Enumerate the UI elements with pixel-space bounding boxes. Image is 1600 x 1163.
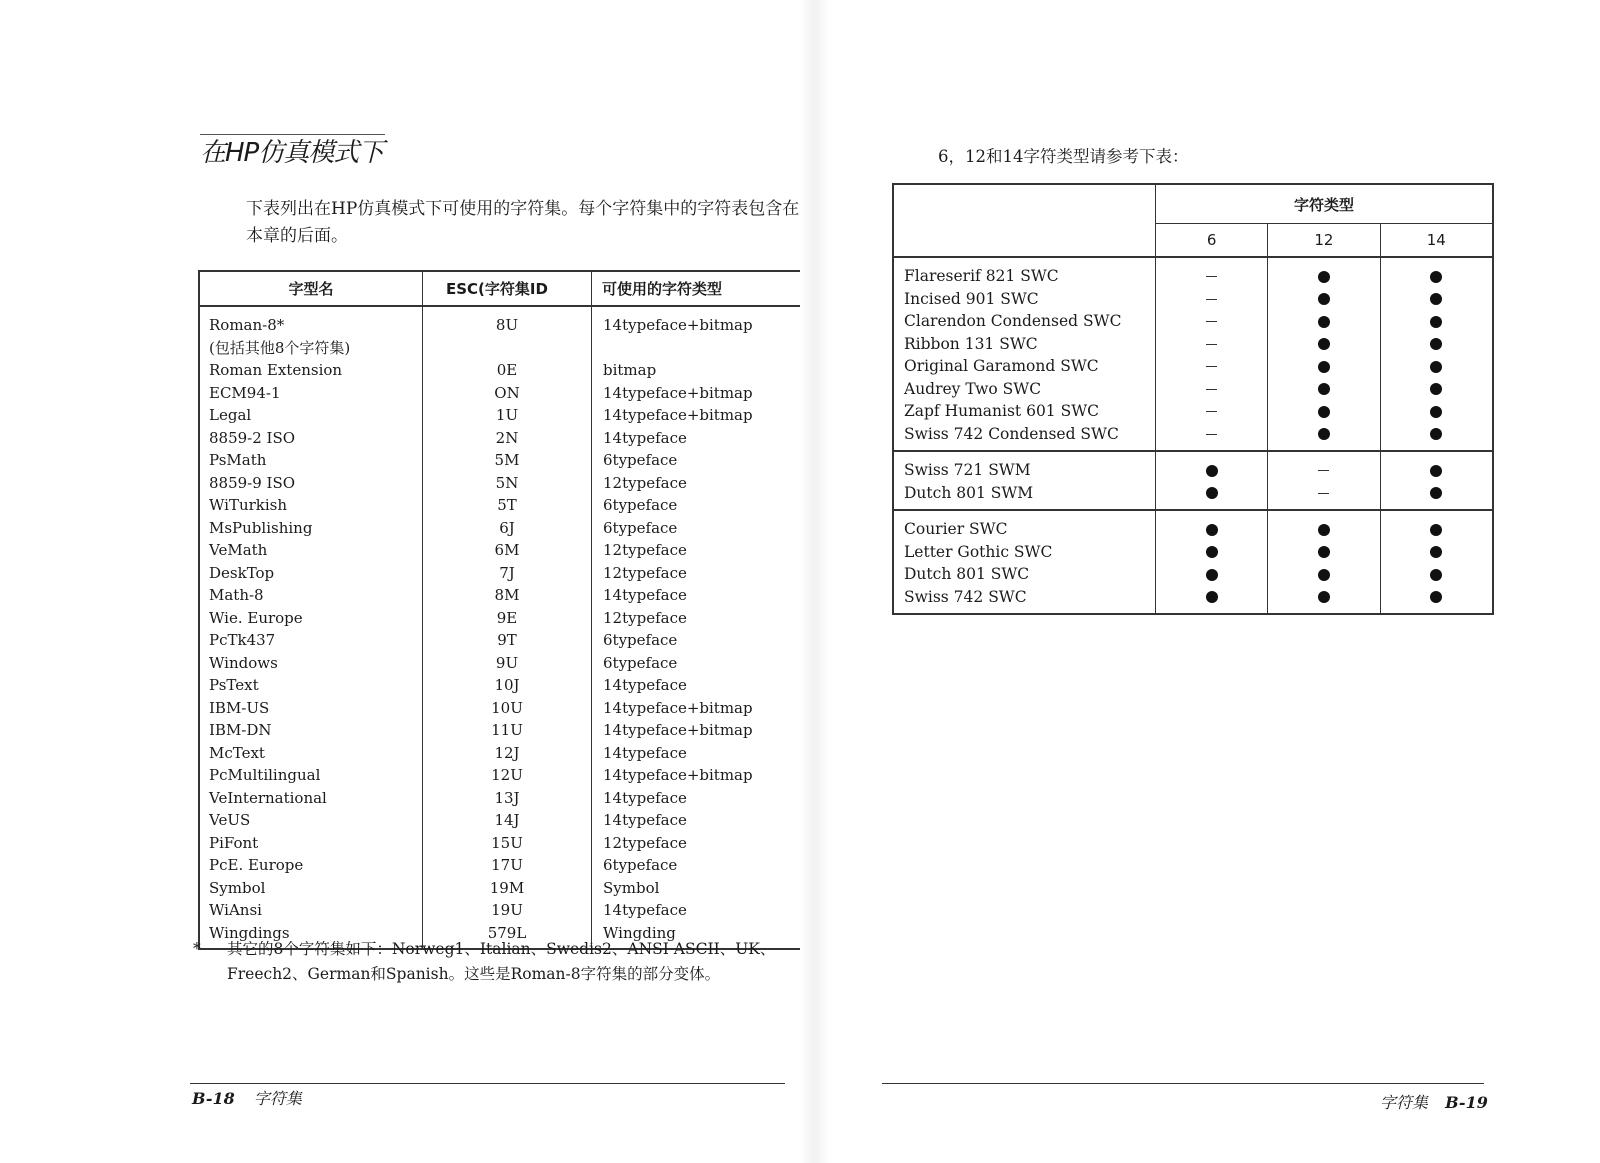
size-availability-cell: [1156, 310, 1268, 333]
footnote-text: 其它的8个字符集如下：Norweg1、Italian、Swedis2、ANSI ASCII、UK、Freech2、German和Spanish。这些是Roman-8字符集的部分变体。: [227, 940, 776, 983]
unavailable-dash-icon: [1206, 321, 1217, 322]
size-availability-cell: [1380, 541, 1493, 564]
symbol-set-id-cell: 10U: [423, 697, 592, 720]
symbol-set-id-cell: 12U: [423, 764, 592, 787]
unavailable-dash-icon: [1206, 411, 1217, 412]
typeface-size-table: [892, 183, 1494, 615]
available-type-cell: 14typeface+bitmap: [592, 764, 810, 787]
table-row: [893, 563, 1493, 586]
size-availability-cell: [1156, 586, 1268, 615]
available-type-cell: 6typeface: [592, 517, 810, 540]
unavailable-dash-icon: [1206, 366, 1217, 367]
table-row: [199, 472, 809, 495]
available-dot-icon: [1318, 524, 1330, 536]
available-type-cell: 12typeface: [592, 539, 810, 562]
available-dot-icon: [1430, 271, 1442, 283]
available-dot-icon: [1318, 406, 1330, 418]
typeface-name-cell: Roman-8*: [199, 306, 423, 337]
available-type-cell: 6typeface: [592, 854, 810, 877]
unavailable-dash-icon: [1206, 344, 1217, 345]
size-availability-cell: [1268, 400, 1380, 423]
header-size-14: 14: [1380, 224, 1493, 258]
size-availability-cell: [1268, 310, 1380, 333]
running-head: 字符集: [1380, 1093, 1429, 1112]
typeface-name-cell: PsMath: [199, 449, 423, 472]
typeface-name-cell: Roman Extension: [199, 359, 423, 382]
available-type-cell: 6typeface: [592, 494, 810, 517]
table-reference-note: 6，12和14字符类型请参考下表：: [938, 147, 1189, 166]
symbol-set-id-cell: 19M: [423, 877, 592, 900]
typeface-name-cell: Legal: [199, 404, 423, 427]
table-row: [199, 652, 809, 675]
available-type-cell: 12typeface: [592, 607, 810, 630]
typeface-name-cell: 8859-9 ISO: [199, 472, 423, 495]
size-availability-cell: [1156, 510, 1268, 541]
size-availability-cell: [1268, 378, 1380, 401]
size-availability-cell: [1380, 451, 1493, 482]
size-availability-cell: [1156, 400, 1268, 423]
unavailable-dash-icon: [1206, 434, 1217, 435]
typeface-name-cell: Wingdings: [199, 922, 423, 950]
table-row: [199, 494, 809, 517]
size-availability-cell: [1156, 355, 1268, 378]
available-dot-icon: [1318, 546, 1330, 558]
table-row: [893, 257, 1493, 288]
size-availability-cell: [1156, 541, 1268, 564]
typeface-name-cell: PcE. Europe: [199, 854, 423, 877]
table-row: [199, 899, 809, 922]
size-availability-cell: [1380, 586, 1493, 615]
font-name-cell: Zapf Humanist 601 SWC: [904, 402, 1100, 421]
table-row: [893, 482, 1493, 511]
header-available-types: 可使用的字符类型: [592, 271, 810, 306]
font-name-cell: Incised 901 SWC: [904, 289, 1039, 308]
typeface-name-cell: Windows: [199, 652, 423, 675]
size-availability-cell: [1380, 288, 1493, 311]
table-body: [893, 257, 1493, 614]
table-row: [893, 310, 1493, 333]
available-type-cell: 14typeface+bitmap: [592, 404, 810, 427]
intro-paragraph: 下表列出在HP仿真模式下可使用的字符集。每个字符集中的字符表包含在本章的后面。: [246, 199, 800, 246]
available-dot-icon: [1430, 383, 1442, 395]
size-availability-cell: [1268, 423, 1380, 452]
footnote: [193, 937, 803, 987]
available-dot-icon: [1318, 338, 1330, 350]
available-dot-icon: [1318, 316, 1330, 328]
footer-rule: [190, 1083, 785, 1084]
font-name-cell: Letter Gothic SWC: [904, 542, 1053, 561]
available-dot-icon: [1318, 361, 1330, 373]
symbol-set-id-cell: 13J: [423, 787, 592, 810]
size-availability-cell: [1156, 451, 1268, 482]
symbol-set-id-cell: 8M: [423, 584, 592, 607]
unavailable-dash-icon: [1206, 276, 1217, 277]
symbol-set-id-cell: 5M: [423, 449, 592, 472]
available-type-cell: 14typeface+bitmap: [592, 719, 810, 742]
right-page: [810, 0, 1600, 1163]
available-dot-icon: [1430, 524, 1442, 536]
font-name-cell: Swiss 742 Condensed SWC: [893, 423, 1156, 452]
table-row: [199, 404, 809, 427]
typeface-name-cell: IBM-DN: [199, 719, 423, 742]
font-name-cell: Audrey Two SWC: [904, 379, 1042, 398]
table-row: [199, 674, 809, 697]
available-type-cell: 12typeface: [592, 562, 810, 585]
symbol-set-id-cell: 11U: [423, 719, 592, 742]
size-availability-cell: [1380, 310, 1493, 333]
table-row: [199, 719, 809, 742]
size-availability-cell: [1380, 400, 1493, 423]
available-type-cell: 12typeface: [592, 472, 810, 495]
symbol-set-id-cell: 6M: [423, 539, 592, 562]
typeface-name-cell: WiTurkish: [199, 494, 423, 517]
size-availability-cell: [1156, 333, 1268, 356]
size-availability-cell: [1268, 333, 1380, 356]
size-availability-cell: [1268, 451, 1380, 482]
available-dot-icon: [1206, 524, 1218, 536]
available-type-cell: 6typeface: [592, 449, 810, 472]
table-row: [893, 288, 1493, 311]
size-availability-cell: [1268, 510, 1380, 541]
available-dot-icon: [1430, 316, 1442, 328]
size-availability-cell: [1380, 333, 1493, 356]
size-availability-cell: [1380, 482, 1493, 511]
header-symbol-set-id: ESC(字符集ID: [423, 271, 592, 306]
size-availability-cell: [1380, 510, 1493, 541]
available-dot-icon: [1318, 383, 1330, 395]
symbol-set-id-cell: 9U: [423, 652, 592, 675]
table-row: [199, 877, 809, 900]
table-row: [893, 423, 1493, 452]
table-row: [893, 510, 1493, 541]
typeface-name-cell: DeskTop: [199, 562, 423, 585]
table-row: [199, 809, 809, 832]
size-availability-cell: [1380, 423, 1493, 452]
available-type-cell: 14typeface+bitmap: [592, 382, 810, 405]
size-availability-cell: [1268, 288, 1380, 311]
available-type-cell: 14typeface: [592, 742, 810, 765]
font-name-cell: Original Garamond SWC: [904, 357, 1099, 376]
available-dot-icon: [1430, 293, 1442, 305]
size-availability-cell: [1380, 257, 1493, 288]
typeface-name-cell: ECM94-1: [199, 382, 423, 405]
font-name-cell: Flareserif 821 SWC: [904, 267, 1059, 286]
footnote-mark: *: [193, 940, 201, 958]
symbol-set-id-cell: ON: [423, 382, 592, 405]
available-dot-icon: [1318, 271, 1330, 283]
table-header-row: [893, 184, 1493, 224]
table-row: [199, 562, 809, 585]
available-type-cell: 14typeface: [592, 584, 810, 607]
table-row: [893, 378, 1493, 401]
available-dot-icon: [1318, 428, 1330, 440]
table-row: [893, 355, 1493, 378]
symbol-set-id-cell: 0E: [423, 359, 592, 382]
font-name-cell: Swiss 721 SWM: [904, 461, 1031, 480]
symbol-set-id-cell: 579L: [423, 922, 592, 950]
font-name-cell: Dutch 801 SWC: [904, 565, 1030, 584]
symbol-set-id-cell: 10J: [423, 674, 592, 697]
size-availability-cell: [1156, 257, 1268, 288]
typeface-name-cell: (包括其他8个字符集): [199, 337, 423, 360]
typeface-name-cell: IBM-US: [199, 697, 423, 720]
font-name-cell: Swiss 742 SWC: [904, 587, 1027, 606]
table-row: [199, 359, 809, 382]
unavailable-dash-icon: [1206, 299, 1217, 300]
symbol-set-id-cell: 6J: [423, 517, 592, 540]
header-typeface-group: 字符类型: [1156, 184, 1493, 224]
table-row: [199, 832, 809, 855]
available-type-cell: bitmap: [592, 359, 810, 382]
typeface-name-cell: WiAnsi: [199, 899, 423, 922]
available-dot-icon: [1206, 546, 1218, 558]
symbol-set-id-cell: 1U: [423, 404, 592, 427]
available-dot-icon: [1430, 406, 1442, 418]
table-row: [199, 539, 809, 562]
table-row: [893, 333, 1493, 356]
available-dot-icon: [1430, 546, 1442, 558]
available-type-cell: 6typeface: [592, 652, 810, 675]
available-dot-icon: [1430, 338, 1442, 350]
size-availability-cell: [1156, 378, 1268, 401]
available-type-cell: 6typeface: [592, 629, 810, 652]
typeface-name-cell: 8859-2 ISO: [199, 427, 423, 450]
size-availability-cell: [1380, 378, 1493, 401]
table-row: [199, 517, 809, 540]
available-dot-icon: [1430, 487, 1442, 499]
header-typeface-name: 字型名: [199, 271, 423, 306]
symbol-set-id-cell: 2N: [423, 427, 592, 450]
table-row: [199, 337, 809, 360]
size-availability-cell: [1156, 423, 1268, 452]
size-availability-cell: [1156, 482, 1268, 511]
table-row: [199, 629, 809, 652]
typeface-name-cell: PsText: [199, 674, 423, 697]
available-type-cell: 14typeface+bitmap: [592, 306, 810, 337]
available-type-cell: 14typeface: [592, 787, 810, 810]
header-corner: [893, 184, 1156, 257]
table-body: [199, 306, 809, 949]
page-number: B-18: [192, 1089, 235, 1108]
table-row: [893, 541, 1493, 564]
character-set-table: [198, 270, 810, 950]
size-availability-cell: [1380, 563, 1493, 586]
size-availability-cell: [1156, 563, 1268, 586]
table-row: [199, 584, 809, 607]
header-size-12: 12: [1268, 224, 1380, 258]
table-header-row: [199, 271, 809, 306]
available-dot-icon: [1318, 569, 1330, 581]
table-row: [199, 742, 809, 765]
available-type-cell: 14typeface: [592, 809, 810, 832]
available-type-cell: [592, 337, 810, 360]
symbol-set-id-cell: 12J: [423, 742, 592, 765]
table-row: [199, 449, 809, 472]
font-name-cell: Clarendon Condensed SWC: [904, 312, 1122, 331]
symbol-set-id-cell: 5N: [423, 472, 592, 495]
symbol-set-id-cell: 8U: [423, 306, 592, 337]
symbol-set-id-cell: 5T: [423, 494, 592, 517]
table-row: [199, 764, 809, 787]
font-name-cell: Dutch 801 SWM: [893, 482, 1156, 511]
section-title: 在HP仿真模式下: [200, 138, 384, 168]
typeface-name-cell: VeUS: [199, 809, 423, 832]
size-availability-cell: [1156, 288, 1268, 311]
table-row: [199, 697, 809, 720]
available-dot-icon: [1206, 591, 1218, 603]
available-dot-icon: [1206, 569, 1218, 581]
typeface-name-cell: PcMultilingual: [199, 764, 423, 787]
table-row: [893, 586, 1493, 615]
available-type-cell: 14typeface: [592, 427, 810, 450]
symbol-set-id-cell: [423, 337, 592, 360]
available-type-cell: 14typeface+bitmap: [592, 697, 810, 720]
symbol-set-id-cell: 14J: [423, 809, 592, 832]
symbol-set-id-cell: 15U: [423, 832, 592, 855]
running-head: 字符集: [253, 1089, 302, 1108]
available-type-cell: 14typeface: [592, 674, 810, 697]
typeface-name-cell: VeInternational: [199, 787, 423, 810]
typeface-name-cell: Symbol: [199, 877, 423, 900]
typeface-name-cell: McText: [199, 742, 423, 765]
table-row: [199, 607, 809, 630]
available-dot-icon: [1206, 465, 1218, 477]
available-dot-icon: [1430, 361, 1442, 373]
available-dot-icon: [1318, 591, 1330, 603]
symbol-set-id-cell: 19U: [423, 899, 592, 922]
typeface-name-cell: PcTk437: [199, 629, 423, 652]
available-dot-icon: [1318, 293, 1330, 305]
typeface-name-cell: PiFont: [199, 832, 423, 855]
size-availability-cell: [1268, 541, 1380, 564]
table-row: [199, 382, 809, 405]
available-type-cell: 12typeface: [592, 832, 810, 855]
table-row: [199, 854, 809, 877]
page-footer-left: [192, 1086, 302, 1109]
symbol-set-id-cell: 9T: [423, 629, 592, 652]
available-type-cell: Symbol: [592, 877, 810, 900]
typeface-name-cell: VeMath: [199, 539, 423, 562]
available-type-cell: Wingding: [592, 922, 810, 950]
page-footer-right: [1380, 1090, 1488, 1113]
typeface-name-cell: Math-8: [199, 584, 423, 607]
table-row: [199, 787, 809, 810]
available-dot-icon: [1206, 487, 1218, 499]
size-availability-cell: [1268, 482, 1380, 511]
page-number: B-19: [1445, 1093, 1488, 1112]
font-name-cell: Courier SWC: [904, 520, 1008, 539]
header-size-6: 6: [1156, 224, 1268, 258]
size-availability-cell: [1268, 355, 1380, 378]
size-availability-cell: [1268, 563, 1380, 586]
size-availability-cell: [1268, 586, 1380, 615]
table-row: [893, 451, 1493, 482]
unavailable-dash-icon: [1318, 470, 1329, 471]
font-name-cell: Ribbon 131 SWC: [904, 334, 1038, 353]
unavailable-dash-icon: [1318, 493, 1329, 494]
symbol-set-id-cell: 17U: [423, 854, 592, 877]
table-row: [199, 306, 809, 337]
available-dot-icon: [1430, 465, 1442, 477]
available-dot-icon: [1430, 569, 1442, 581]
available-dot-icon: [1430, 591, 1442, 603]
symbol-set-id-cell: 7J: [423, 562, 592, 585]
footer-rule: [882, 1083, 1484, 1084]
table-row: [893, 400, 1493, 423]
size-availability-cell: [1380, 355, 1493, 378]
available-dot-icon: [1430, 428, 1442, 440]
typeface-name-cell: Wie. Europe: [199, 607, 423, 630]
size-availability-cell: [1268, 257, 1380, 288]
typeface-name-cell: MsPublishing: [199, 517, 423, 540]
unavailable-dash-icon: [1206, 389, 1217, 390]
symbol-set-id-cell: 9E: [423, 607, 592, 630]
table-row: [199, 427, 809, 450]
available-type-cell: 14typeface: [592, 899, 810, 922]
